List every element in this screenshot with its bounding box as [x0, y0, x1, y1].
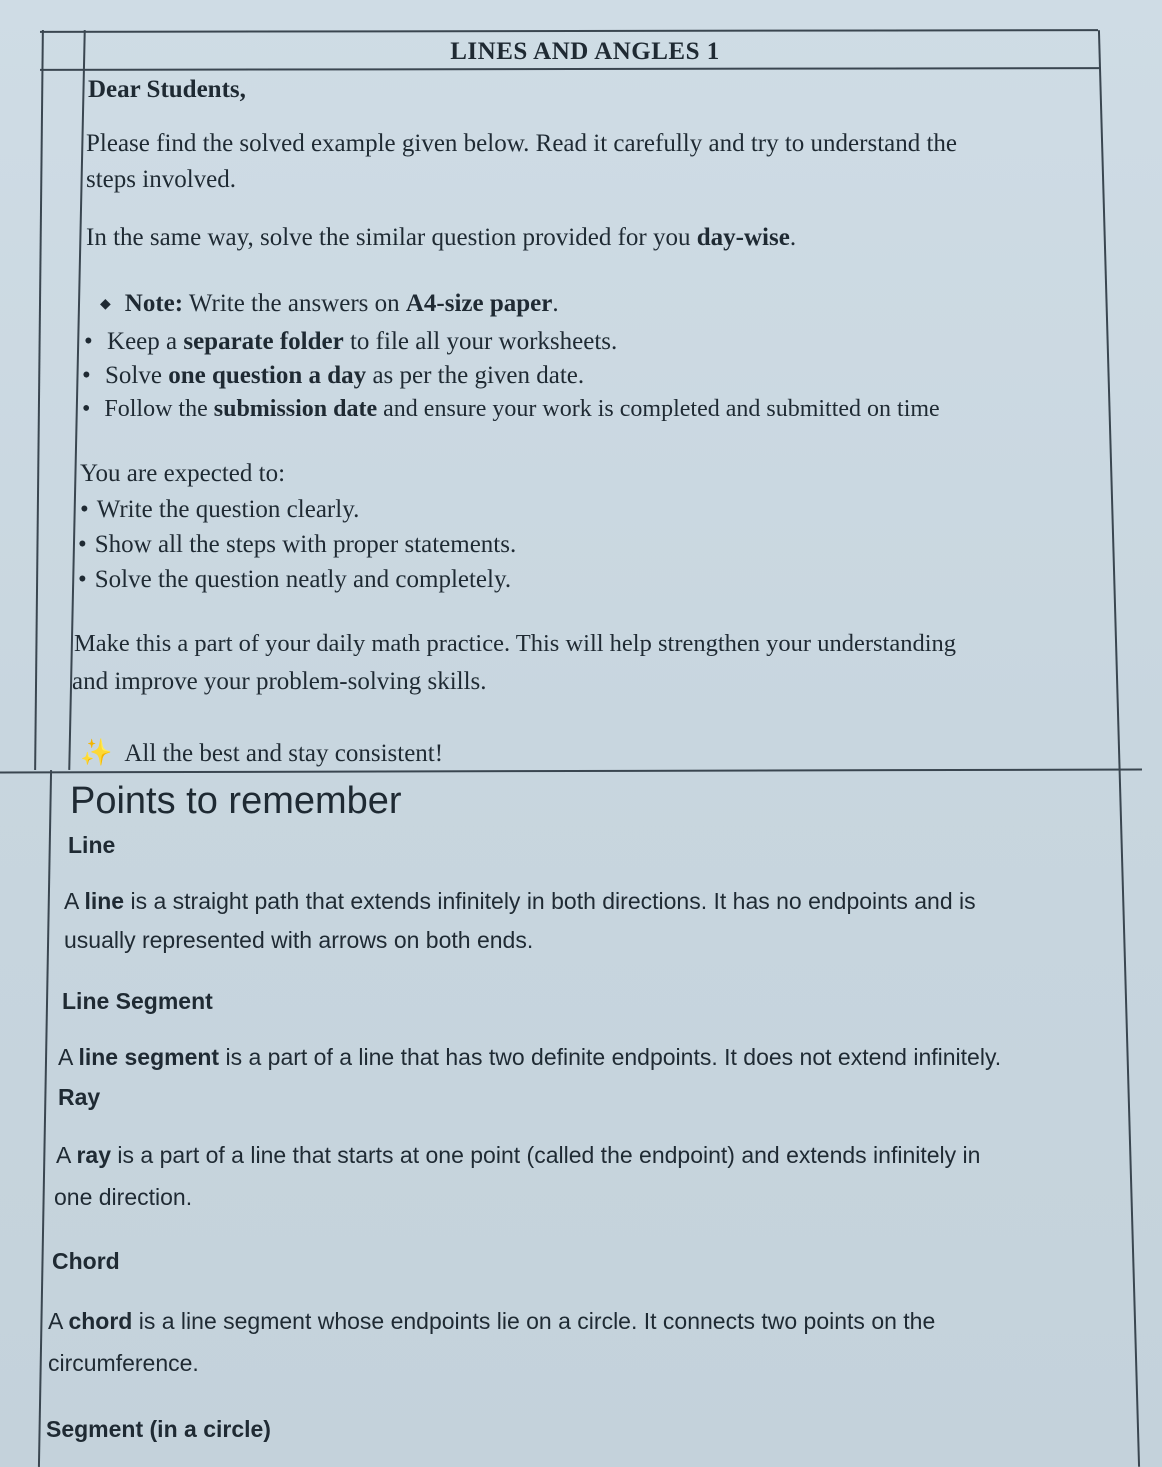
def-term: ray — [76, 1142, 112, 1168]
page-title: LINES AND ANGLES 1 — [450, 38, 720, 65]
expected-text: Solve the question neatly and completely. — [94, 566, 512, 593]
expected-text: Show all the steps with proper statements. — [94, 531, 517, 558]
closing-line — [80, 738, 443, 768]
ray-heading: Ray — [58, 1084, 101, 1110]
chord-definition-1 — [48, 1308, 935, 1335]
expected-item — [78, 531, 516, 559]
def-term: line — [84, 888, 125, 914]
bullet-submission — [82, 396, 940, 423]
instruction-bold: day-wise — [696, 224, 790, 251]
instruction-text: In the same way, solve the similar question provided for you — [86, 224, 697, 251]
right-border — [1098, 30, 1140, 1466]
left-border-outer — [34, 30, 44, 770]
points-heading: Points to remember — [70, 780, 402, 822]
line-definition-2: usually represented with arrows on both ends. — [64, 927, 534, 953]
note-end: . — [552, 290, 559, 317]
bullet-folder — [84, 328, 617, 356]
ray-definition-1 — [56, 1142, 980, 1169]
sparkle-icon: ✨ — [80, 738, 113, 767]
line-heading: Line — [68, 832, 116, 858]
bullet-bold: submission date — [213, 396, 378, 422]
instruction-end: . — [789, 224, 797, 251]
def-term: line segment — [78, 1044, 220, 1070]
bullet-text: as per the given date. — [366, 362, 585, 389]
chord-definition-2: circumference. — [48, 1350, 199, 1376]
circle-segment-heading: Segment (in a circle) — [46, 1416, 271, 1442]
def-text: is a line segment whose endpoints lie on a circle. It connects two points on the — [132, 1308, 936, 1334]
bullet-text: to file all your worksheets. — [343, 328, 618, 355]
bullet-text: Follow the — [104, 396, 214, 422]
intro-line-2: steps involved. — [86, 166, 236, 193]
def-text: A — [56, 1142, 77, 1168]
note-label: Note: — [124, 290, 184, 317]
note-paper: A4-size paper — [405, 290, 553, 317]
expected-heading: You are expected to: — [80, 460, 286, 487]
intro-line-1: Please find the solved example given below. Read it carefully and try to understand the — [86, 130, 958, 157]
segment-definition — [58, 1044, 1001, 1071]
segment-heading: Line Segment — [62, 988, 213, 1014]
bullet-bold: one question a day — [168, 362, 367, 389]
bullet-text: and ensure your work is completed and submitted on time — [377, 396, 940, 422]
line-definition-1 — [64, 888, 976, 915]
chord-heading: Chord — [52, 1248, 120, 1274]
def-text: is a part of a line that has two definite endpoints. It does not extend infinitely. — [219, 1044, 1002, 1070]
def-term: chord — [68, 1308, 133, 1334]
def-text: A — [58, 1044, 79, 1070]
title-row-border — [40, 67, 1100, 71]
bullet-bold: separate folder — [183, 328, 344, 355]
practice-line-2: and improve your problem-solving skills. — [72, 668, 487, 695]
closing-text: All the best and stay consistent! — [124, 740, 444, 767]
bullet-one-question — [82, 362, 584, 390]
note-line — [100, 290, 559, 318]
bullet-text: Keep a — [107, 328, 184, 355]
def-text: is a straight path that extends infinitely in both directions. It has no endpoints and is — [124, 888, 976, 914]
bullet-text: Solve — [105, 362, 169, 389]
instruction-daywise — [86, 224, 796, 252]
ray-definition-2: one direction. — [54, 1184, 193, 1210]
expected-text: Write the question clearly. — [96, 496, 360, 523]
def-text: is a part of a line that starts at one point (called the endpoint) and extends infinitely in — [111, 1142, 981, 1168]
expected-item — [78, 566, 511, 594]
section-divider — [0, 769, 1142, 774]
table-top-border — [40, 29, 1098, 33]
note-text: Write the answers on — [183, 290, 406, 317]
def-text: A — [48, 1308, 69, 1334]
expected-item — [80, 496, 359, 524]
diamond-icon: ◆ — [100, 297, 111, 312]
practice-line-1: Make this a part of your daily math practice. This will help strengthen your understanding — [74, 630, 957, 657]
def-text: A — [64, 888, 85, 914]
greeting: Dear Students, — [88, 76, 246, 103]
